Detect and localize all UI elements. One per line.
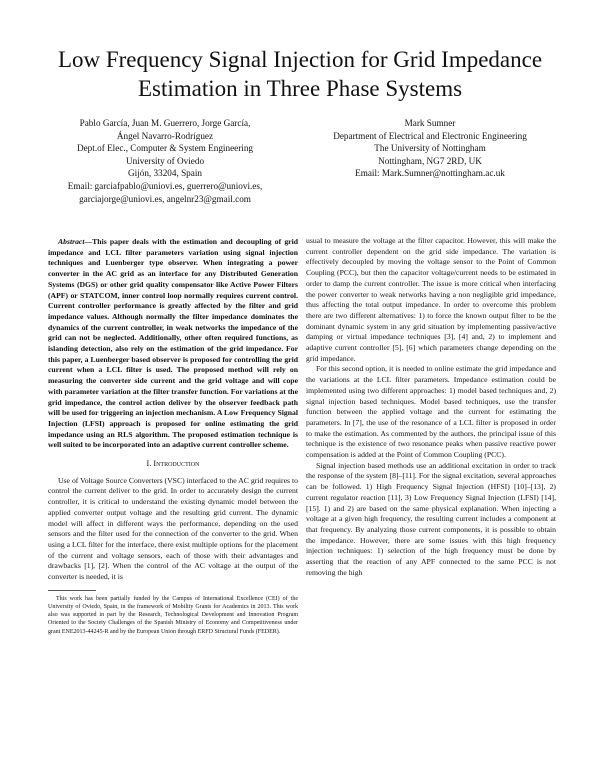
author-email-continued: garciajorge@uniovi.es, angelnr23@gmail.com bbox=[79, 193, 251, 204]
section-heading-introduction: I. Introduction bbox=[146, 459, 200, 469]
paper-title-line-2: Estimation in Three Phase Systems bbox=[137, 76, 463, 101]
paper-title-line-1: Low Frequency Signal Injection for Grid Impedance bbox=[57, 47, 543, 72]
author-university: The University of Nottingham bbox=[374, 143, 486, 154]
body-paragraph: Signal injection based methods use an additional excitation in order to track the response of the system [8]–[11]. For the signal excitation, several approaches can be followed. 1) High Frequency Signal Injection (HFSI) [10]–[13], 2) current regulator reaction [11], 3) Low Frequency Signal Injection (LFSI) [14], [15]. 1) and 2) are based on the same physical explanation. When injecting a voltage at a given high frequency, the resulting current includes a component at that frequency. By analyzing those current components, it is possible to obtain the impedance. However, there are some issues with this high frequency injection techniques: 1) selection of the high frequency must be done by asserting that the reaction of any APF connected to the same PCC is not removing the high bbox=[306, 460, 556, 577]
author-university: University of Oviedo bbox=[125, 155, 205, 166]
abstract-label: Abstract bbox=[58, 237, 85, 246]
author-department: Department of Electrical and Electronic Engineering bbox=[333, 130, 527, 141]
author-block-oviedo bbox=[40, 117, 290, 205]
author-address: Nottingham, NG7 2RD, UK bbox=[378, 155, 482, 166]
author-email: Email: Mark.Sumner@nottingham.ac.uk bbox=[355, 168, 505, 179]
author-email: Email: garciafpablo@uniovi.es, guerrero@uniovi.es, bbox=[67, 180, 263, 191]
left-column bbox=[48, 237, 298, 636]
author-names-continued: Ángel Navarro-Rodríguez bbox=[116, 130, 214, 141]
author-address: Gijón, 33204, Spain bbox=[127, 168, 202, 179]
body-paragraph-continued: usual to measure the voltage at the filter capacitor. However, this will make the current controller dependent on the grid side impedance. The variation is effectively decoupled by moving the voltage sensor to the Point of Common Coupling (PCC), but then the capacitor voltage/current needs to be estimated in order to damp the current controller. The issue is more critical when interfacing the power converter to weak networks having a non negligible grid impedance, thus affecting the total output impedance. In order to overcome this problem there are two different alternatives: 1) to force the known output filter to be the dominant dynamic system in any grid situation by implementing passive/active damping or virtual impedance techniques [3], [4] and, 2) to implement and adaptive current controller [5], [6] which parameters change depending on the grid impedance. bbox=[306, 236, 556, 363]
author-name: Mark Sumner bbox=[404, 118, 456, 128]
author-department: Dept.of Elec., Computer & System Engineering bbox=[76, 143, 254, 154]
author-block-nottingham bbox=[300, 117, 560, 180]
author-names: Pablo García, Juan M. Guerrero, Jorge García, bbox=[79, 118, 251, 128]
abstract bbox=[48, 237, 298, 451]
footnote-divider bbox=[48, 590, 96, 591]
right-column bbox=[306, 236, 556, 579]
paper-title bbox=[30, 45, 570, 103]
intro-paragraph: Use of Voltage Source Converters (VSC) interfaced to the AC grid requires to control the current deliver to the grid. In order to accurately design the current controller, it is critical to understand the existing dynamic model between the applied converter output voltage and the resulting grid current. The dynamic model will affect in different ways the performance, depending on the used sensors and the filter used for the connection of the converter to the grid. When using a LCL filter for the interface, there exist multiple options for the placement of the current and voltage sensors, each of those with their advantages and drawbacks [1], [2]. When the control of the AC voltage at the output of the converter is needed, it is bbox=[48, 475, 298, 582]
funding-footnote: This work has been partially funded by the Campus of International Excellence (CEI) of the University of Oviedo, Spain, in the framework of Mobility Grants for Academics in 2013. This work also was supported in part by the Research, Technological Development and Innovation Program Oriented to the Society Challenges of the Spanish Ministry of Economy and Competitiveness under grant ENE2013-44245-R and by the European Union through ERFD Structural Funds (FEDER). bbox=[48, 595, 298, 635]
body-paragraph: For this second option, it is needed to online estimate the grid impedance and the variations at the LCL filter parameters. Impedance estimation could be implemented using two different approaches: 1) model based techniques and, 2) signal injection based techniques. Model based techniques, use the transfer function between the applied voltage and the current for estimating the parameters. In [7], the use of the resonance of a LCL filter is proposed in order to make the estimation. As commented by the authors, the principal issue of this technique is the existence of two resonance peaks when passive reactive power compensation is added at the Point of Common Coupling (PCC). bbox=[306, 364, 556, 460]
abstract-text: —This paper deals with the estimation and decoupling of grid impedance and LCL filter parameters variation using signal injection techniques and Luenberger type observer. When integrating a power converter in the AC grid as an interface for any Distributed Generation Systems (DGS) or other grid quality compensator like Active Power Filters (APF) or STATCOM, inner control loop normally requires current control. Current controller performance is greatly affected by the filter and grid impedance values. Although normally the filter impedance dominates the dynamics of the current controller, in weak networks the impedance of the grid can not be neglected. Additionally, other often required functions, as islanding detection, also rely on the estimation of the grid impedance. For this paper, a Luenberger based observer is proposed for controlling the grid current when a LCL filter is used. The proposed method will rely on measuring the converter side current and the grid voltage and will cope with parameter variation at the filter transfer function. For variations at the grid impedance, the control action deliver by the observer feedback path will be used for triggering an injection mechanism. A Low Frequency Signal Injection (LFSI) approach is proposed for online estimating the grid impedance using an RLS algorithm. The proposed estimation technique is well suited to be incorporated into an adaptive current controller scheme. bbox=[48, 237, 298, 450]
